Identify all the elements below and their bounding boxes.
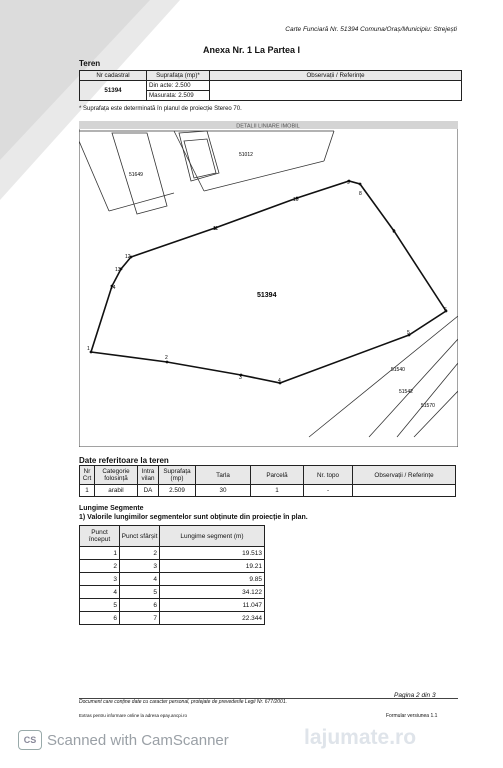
point-label-9: 9 bbox=[347, 180, 350, 186]
table-row bbox=[80, 586, 265, 599]
date-ref-cell-nr: 1 bbox=[80, 485, 95, 497]
lungime-cell: 6 bbox=[80, 612, 120, 625]
lungime-cell: 9.85 bbox=[160, 573, 265, 586]
teren-table bbox=[79, 70, 462, 101]
date-ref-header-parcela: Parcelă bbox=[251, 466, 304, 485]
point-label-4: 4 bbox=[278, 378, 281, 384]
lungime-table bbox=[79, 525, 265, 625]
neighbor-label-1: 51012 bbox=[239, 152, 253, 158]
point-label-10: 10 bbox=[293, 197, 299, 203]
neighbor-label-5: 51570 bbox=[421, 403, 435, 409]
date-ref-header-categorie: Categorie folosință bbox=[95, 466, 138, 485]
point-label-14: 14 bbox=[110, 285, 116, 291]
teren-din-acte: Din acte: 2.500 bbox=[147, 81, 210, 91]
teren-nr-cadastral: 51394 bbox=[80, 81, 147, 101]
parcel-boundary bbox=[91, 181, 446, 383]
neighbor-label-4: 51542 bbox=[399, 389, 413, 395]
footer-page-number: Pagina 2 din 3 bbox=[394, 692, 436, 699]
date-ref-heading: Date referitoare la teren bbox=[79, 456, 169, 465]
lungime-cell: 2 bbox=[120, 547, 160, 560]
neighbor-label-3: 51540 bbox=[391, 367, 405, 373]
lungime-header-sfarsit: Punct sfârșit bbox=[120, 526, 160, 547]
date-ref-header-suprafata: Suprafața (mp) bbox=[159, 466, 196, 485]
lungime-cell: 7 bbox=[120, 612, 160, 625]
teren-header-suprafata: Suprafața (mp)* bbox=[147, 71, 210, 81]
point-label-5: 5 bbox=[407, 330, 410, 336]
date-ref-header-observatii: Observații / Referințe bbox=[353, 466, 456, 485]
teren-header-observatii: Observații / Referințe bbox=[210, 71, 462, 81]
plan-title: DETALII LINIARE IMOBIL bbox=[236, 123, 300, 130]
neighbor-label-2: 51649 bbox=[129, 172, 143, 178]
date-ref-header-tarla: Tarla bbox=[196, 466, 251, 485]
date-ref-cell-intravilan: DA bbox=[138, 485, 159, 497]
point-label-6: 6 bbox=[444, 307, 447, 313]
lungime-cell: 19.21 bbox=[160, 560, 265, 573]
lungime-cell: 5 bbox=[120, 586, 160, 599]
lajumate-watermark: lajumate.ro bbox=[304, 726, 417, 749]
teren-note: * Suprafața este determinată în planul de proiecție Stereo 70. bbox=[79, 106, 242, 112]
lungime-cell: 4 bbox=[80, 586, 120, 599]
table-row bbox=[80, 612, 265, 625]
teren-header-nr-cadastral: Nr cadastral bbox=[80, 71, 147, 81]
lungime-cell: 11.047 bbox=[160, 599, 265, 612]
lungime-header-lungime: Lungime segment (m) bbox=[160, 526, 265, 547]
lungime-cell: 4 bbox=[120, 573, 160, 586]
camscanner-badge bbox=[18, 729, 229, 751]
footer-doc-note: Document care conține date cu caracter personal, protejate de prevederile Legii Nr. 677/2001. bbox=[79, 699, 287, 705]
date-ref-cell-parcela: 1 bbox=[251, 485, 304, 497]
point-label-3: 3 bbox=[239, 375, 242, 381]
lungime-heading: Lungime Segmente bbox=[79, 505, 144, 512]
date-ref-header-intravilan: Intra vilan bbox=[138, 466, 159, 485]
teren-observatii bbox=[210, 81, 462, 101]
teren-heading: Teren bbox=[79, 59, 101, 68]
point-label-1: 1 bbox=[87, 346, 90, 352]
date-ref-table bbox=[79, 465, 456, 497]
lungime-cell: 22.344 bbox=[160, 612, 265, 625]
lungime-header-inceput: Punct început bbox=[80, 526, 120, 547]
lungime-cell: 3 bbox=[80, 573, 120, 586]
lungime-cell: 5 bbox=[80, 599, 120, 612]
footer-info: Extras pentru informare online la adresa epay.ancpi.ro bbox=[79, 713, 187, 718]
lungime-subtitle: 1) Valorile lungimilor segmentelor sunt obținute din proiecție în plan. bbox=[79, 514, 308, 521]
table-row bbox=[80, 599, 265, 612]
camscanner-logo-icon: CS bbox=[18, 730, 42, 750]
date-ref-cell-nr-topo: - bbox=[304, 485, 353, 497]
date-ref-cell-observatii bbox=[353, 485, 456, 497]
point-label-2: 2 bbox=[165, 355, 168, 361]
date-ref-cell-suprafata: 2.509 bbox=[159, 485, 196, 497]
point-label-11: 11 bbox=[213, 226, 219, 232]
lungime-cell: 34.122 bbox=[160, 586, 265, 599]
lungime-cell: 1 bbox=[80, 547, 120, 560]
point-label-8: 8 bbox=[359, 191, 362, 197]
point-label-12: 12 bbox=[125, 254, 131, 260]
carte-funciara-header: Carte Funciară Nr. 51394 Comuna/Oraș/Municipiu: Strejești bbox=[285, 26, 457, 33]
table-row bbox=[80, 573, 265, 586]
point-label-7: 7 bbox=[392, 229, 395, 235]
lungime-cell: 6 bbox=[120, 599, 160, 612]
camscanner-text: Scanned with CamScanner bbox=[47, 731, 229, 749]
date-ref-header-nr: Nr Crt bbox=[80, 466, 95, 485]
footer-form-version: Formular versiunea 1.1 bbox=[386, 713, 438, 719]
date-ref-cell-tarla: 30 bbox=[196, 485, 251, 497]
lungime-cell: 2 bbox=[80, 560, 120, 573]
parcel-plan bbox=[79, 121, 458, 447]
point-label-13: 13 bbox=[115, 267, 121, 273]
lungime-cell: 3 bbox=[120, 560, 160, 573]
parcel-label: 51394 bbox=[257, 292, 277, 299]
annex-title: Anexa Nr. 1 La Partea I bbox=[202, 45, 301, 55]
table-row bbox=[80, 547, 265, 560]
table-row bbox=[80, 560, 265, 573]
date-ref-cell-categorie: arabil bbox=[95, 485, 138, 497]
teren-masurata: Masurata: 2.509 bbox=[147, 91, 210, 101]
date-ref-header-nr-topo: Nr. topo bbox=[304, 466, 353, 485]
lungime-cell: 19.513 bbox=[160, 547, 265, 560]
